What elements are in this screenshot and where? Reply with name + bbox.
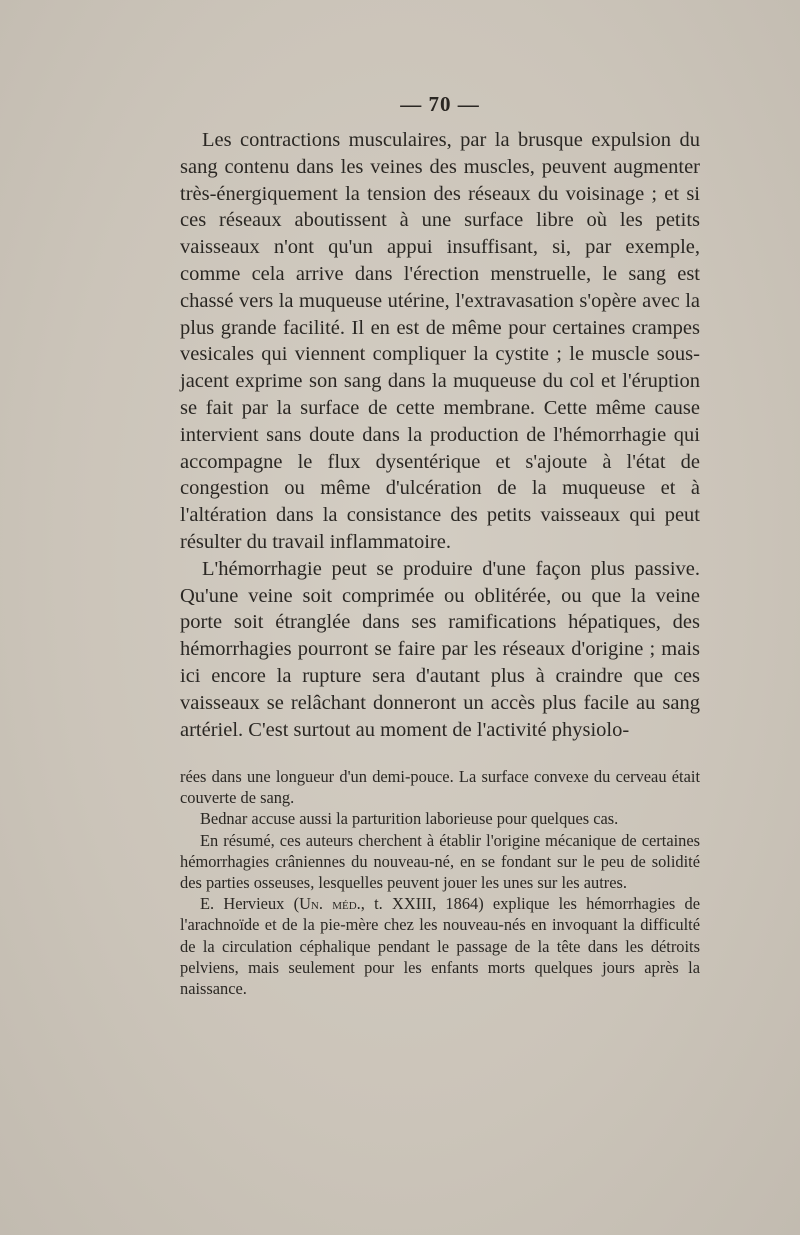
page-number: — 70 —: [400, 92, 480, 116]
journal-reference: Un. méd.: [299, 894, 361, 914]
footnote-hervieux-after: , t. XXIII, 1864) explique les hémorrhagies de l'arachnoïde et de la pie-mère chez les nouveau-nés en invoquant la difficulté de la circulation céphalique pendant le passage de la tête dans les détroits pelviens, mais seulement pour les enfants morts quelques jours après la naissance.: [180, 894, 701, 999]
footnote-continuation: rées dans une longueur d'un demi-pouce. La surface convexe du cerveau était couverte de sang.: [180, 767, 700, 808]
paragraph-passive-hemorrhage: L'hémorrhagie peut se produire d'une façon plus passive. Qu'une veine soit comprimée ou oblitérée, ou que la veine porte soit étranglée dans ses ramifications hépatiques, des hémorrhagies pourront se faire par les réseaux d'origine ; mais ici encore la rupture sera d'autant plus à craindre que ces vaisseaux se relâchant donneront un accès plus facile au sang artériel. C'est surtout au moment de l'activité physiolo-: [180, 557, 700, 741]
footnotes: [180, 766, 700, 999]
footnote-bednar: Bednar accuse aussi la parturition laborieuse pour quelques cas.: [200, 809, 619, 829]
footnote-hervieux: [180, 893, 700, 999]
footnote-resume: En résumé, ces auteurs cherchent à établir l'origine mécanique de certaines hémorrhagies crâniennes du nouveau-né, en se fondant sur le peu de solidité des parties osseuses, lesquelles peuvent jouer les unes sur les autres.: [180, 830, 700, 893]
footnote-hervieux-before: E. Hervieux (: [200, 894, 300, 914]
paragraph-contractions: Les contractions musculaires, par la brusque expulsion du sang contenu dans les veines des muscles, peuvent augmenter très-énergiquement la tension des réseaux du voisinage ; et si ces réseaux aboutissent à une surface libre où les petits vaisseaux n'ont qu'un appui insuffisant, si, par exemple, comme cela arrive dans l'érection menstruelle, le sang est chassé vers la muqueuse utérine, l'extravasation s'opère avec la plus grande facilité. Il en est de même pour certaines crampes vesicales qui viennent compliquer la cystite ; le muscle sous-jacent exprime son sang dans la muqueuse du col et l'éruption se fait par la surface de cette membrane. Cette même cause intervient sans doute dans la production de l'hémorrhagie qui accompagne le flux dysentérique et s'ajoute à l'état de congestion ou même d'ulcération de la muqueuse et à l'altération dans la consistance des petits vaisseaux qui peut résulter du travail inflammatoire.: [180, 129, 700, 553]
main-text: [180, 127, 700, 743]
